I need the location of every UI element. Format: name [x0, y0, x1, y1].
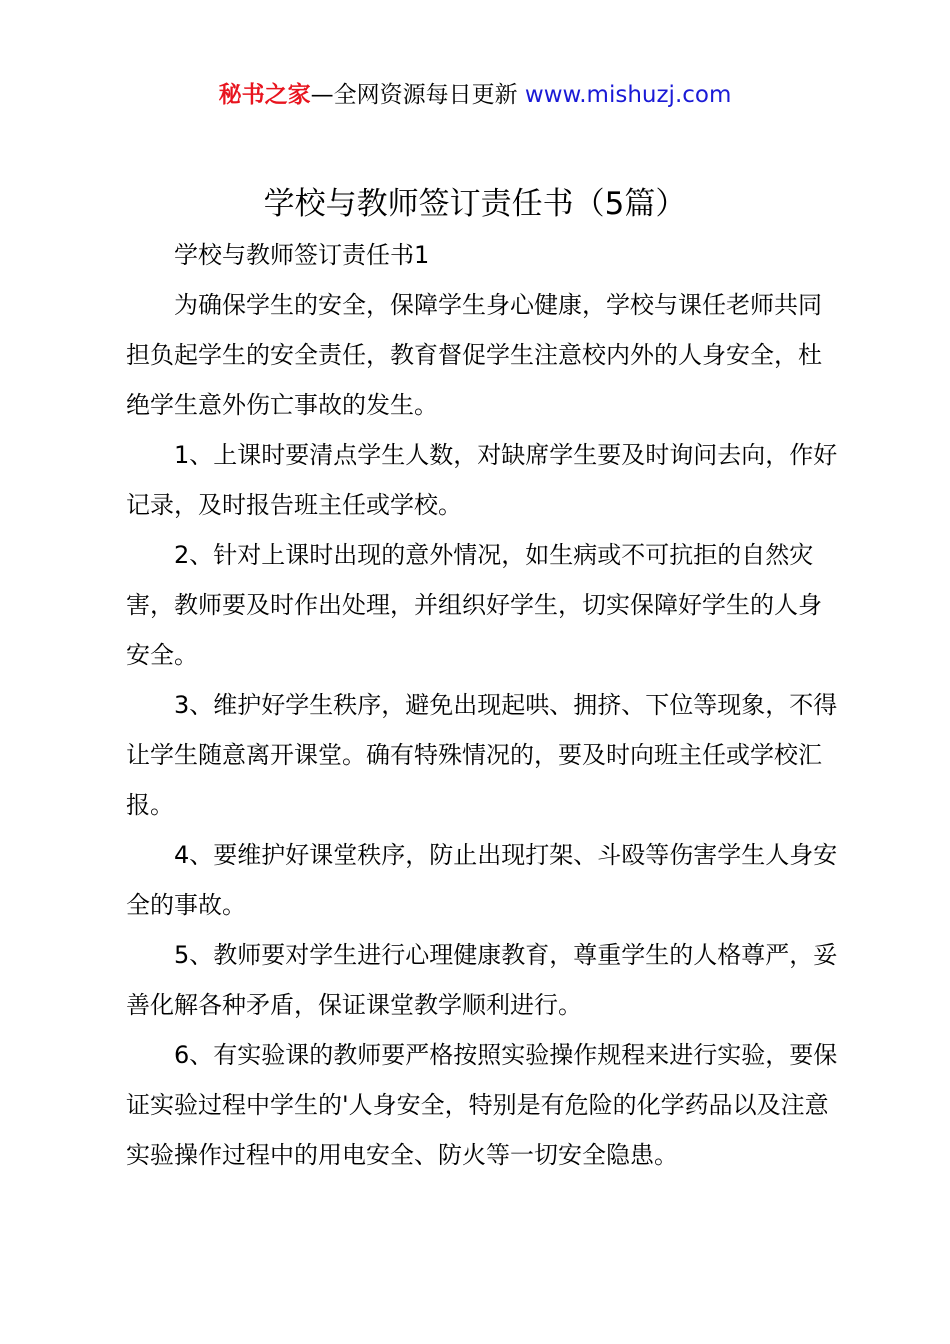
site-url-link[interactable]: www.mishuzj.com [524, 82, 732, 108]
site-tagline: —全网资源每日更新 [310, 82, 525, 108]
clause-2-paragraph: 2、针对上课时出现的意外情况，如生病或不可抗拒的自然灾害，教师要及时作出处理，并组织好学生，切实保障好学生的人身安全。 [126, 541, 822, 669]
clause-3-paragraph: 3、维护好学生秩序，避免出现起哄、拥挤、下位等现象，不得让学生随意离开课堂。确有特殊情况的，要及时向班主任或学校汇报。 [126, 691, 838, 819]
clause-4-paragraph: 4、要维护好课堂秩序，防止出现打架、斗殴等伤害学生人身安全的事故。 [126, 841, 838, 919]
intro-paragraph: 为确保学生的安全，保障学生身心健康，学校与课任老师共同担负起学生的安全责任，教育督促学生注意校内外的人身安全，杜绝学生意外伤亡事故的发生。 [126, 291, 822, 419]
clause-5-paragraph: 5、教师要对学生进行心理健康教育，尊重学生的人格尊严，妥善化解各种矛盾，保证课堂教学顺利进行。 [126, 941, 838, 1019]
clause-1-paragraph: 1、上课时要清点学生人数，对缺席学生要及时询问去向，作好记录，及时报告班主任或学校。 [126, 441, 838, 519]
clause-6-paragraph: 6、有实验课的教师要严格按照实验操作规程来进行实验，要保证实验过程中学生的'人身安全，特别是有危险的化学药品以及注意实验操作过程中的用电安全、防火等一切安全隐患。 [126, 1041, 838, 1169]
section-heading: 学校与教师签订责任书1 [174, 241, 430, 269]
site-brand: 秘书之家 [218, 82, 311, 108]
site-header [0, 78, 950, 112]
document-title: 学校与教师签订责任书（5篇） [263, 186, 687, 222]
document-body [126, 230, 838, 1180]
